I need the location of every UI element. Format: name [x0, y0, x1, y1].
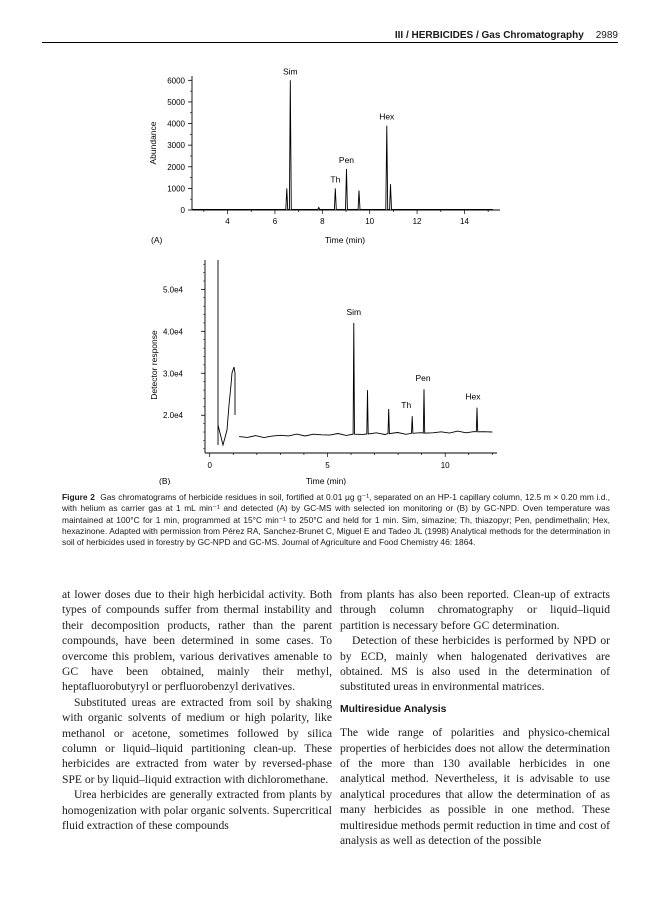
body-column-left: [62, 587, 332, 834]
paragraph: Urea herbicides are generally extracted from plants by homogenization with polar organic solvents. Supercritical fluid extraction of these compounds: [62, 788, 332, 833]
x-tick-label: 10: [365, 217, 375, 226]
paragraph: at lower doses due to their high herbicidal activity. Both types of compounds suffer from thermal instability and their decomposition products, rather than the parent compounds, have been determined in some cases. To overcome this problem, various derivatives amenable to GC have been obtained, mainly their methyl, heptafluorobutyryl or perfluorobenzyl derivatives.: [62, 588, 332, 694]
peak-label: Sim: [283, 66, 298, 77]
figure-caption: [62, 492, 610, 548]
y-tick-label: 1000: [167, 184, 185, 194]
x-tick-label: 0: [207, 461, 212, 470]
y-tick-label: 0: [180, 206, 185, 215]
y-tick-label: 3.0e4: [162, 369, 183, 379]
y-tick-label: 5.0e4: [162, 285, 183, 295]
header-rule: [42, 42, 618, 43]
y-tick-label: 6000: [167, 76, 185, 86]
x-tick-label: 8: [320, 217, 325, 226]
section-heading: Multiresidue Analysis: [340, 703, 447, 715]
x-tick-label: 12: [412, 217, 422, 226]
chromatogram-trace-a: [192, 80, 493, 209]
peak-label: Th: [401, 400, 412, 411]
paragraph: from plants has also been reported. Clean-up of extracts through column chromatography or liquid–liquid partition is necessary before GC determination.: [340, 588, 610, 632]
peak-label: Pen: [415, 373, 431, 384]
running-header: [395, 30, 618, 41]
peak-label: Th: [330, 174, 341, 185]
figure-label: Figure 2: [62, 492, 95, 502]
panel-label-a: (A): [151, 235, 163, 245]
paragraph: Detection of these herbicides is performed by NPD or by ECD, mainly when halogenated derivatives are obtained. MS is also used in the determination of substituted ureas in environmental matrices.: [340, 634, 610, 694]
chromatogram-a: [140, 62, 520, 248]
x-axis-label-b: Time (min): [305, 476, 347, 485]
y-tick-label: 4.0e4: [162, 327, 183, 337]
panel-label-b: (B): [159, 476, 171, 485]
paragraph: The wide range of polarities and physico-chemical properties of herbicides does not allow the determination of the more than 130 available herbicides in one analytical method. Nevertheless, it is advisable to use analytical procedures that allow the determination of as many herbicides as possible in one method. These multiresidue methods permit reduction in time and cost of analysis as well as detection of the possible: [340, 726, 610, 848]
peak-label: Pen: [338, 154, 355, 165]
figure-caption-text: Gas chromatograms of herbicide residues in soil, fortified at 0.01 μg g⁻¹, separated on an HP-1 capillary column, 12.5 m × 0.20 mm i.d., with helium as carrier gas at 1 mL min⁻¹ and detected (A) by GC-MS with selected ion monitoring or (B) by GC-NPD. Oven temperature was maintained at 100°C for 1 min, programmed at 15°C min⁻¹ to 250°C and held for 1 min. Sim, simazine; Th, thiazopyr; Pen, pendimethalin; Hex, hexazinone. Adapted with permission from Pérez RA, Sanchez-Brunet C, Miguel E and Tadeo JL (1998) Analytical methods for the determination in soil of herbicides used in forestry by GC-NPD and GC-MS. Journal of Agriculture and Food Chemistry 46: 1864.: [62, 492, 611, 548]
y-tick-label: 2.0e4: [162, 411, 183, 421]
y-axis-label-b: Detector response: [149, 330, 159, 400]
peak-label: Hex: [379, 111, 395, 122]
x-tick-label: 5: [325, 461, 330, 470]
page-number: 2989: [595, 30, 618, 41]
y-tick-label: 4000: [167, 119, 185, 129]
y-tick-label: 2000: [167, 162, 185, 172]
peak-label: Hex: [465, 391, 481, 402]
x-tick-label: 14: [460, 217, 469, 226]
running-header-title: III / HERBICIDES / Gas Chromatography: [394, 30, 584, 41]
paragraph: Substituted ureas are extracted from soil by shaking with organic solvents of medium or high polarity, like methanol or acetone, sometimes followed by silica column or liquid–liquid partitioning clean-up. These herbicides are extracted from water by reversed-phase SPE or by liquid–liquid extraction with dichloromethane.: [62, 695, 332, 786]
x-tick-label: 10: [440, 461, 450, 470]
y-tick-label: 3000: [167, 141, 185, 151]
y-tick-label: 5000: [167, 97, 185, 107]
chromatogram-b: [140, 255, 520, 485]
chromatogram-trace-b: [239, 323, 492, 438]
x-tick-label: 6: [272, 217, 278, 226]
x-tick-label: 4: [225, 217, 230, 226]
y-axis-label-a: Abundance: [148, 121, 158, 165]
x-axis-label-a: Time (min): [324, 235, 366, 245]
peak-label: Sim: [346, 306, 362, 317]
solvent-front-b: [218, 260, 235, 445]
body-column-right: [340, 587, 610, 849]
